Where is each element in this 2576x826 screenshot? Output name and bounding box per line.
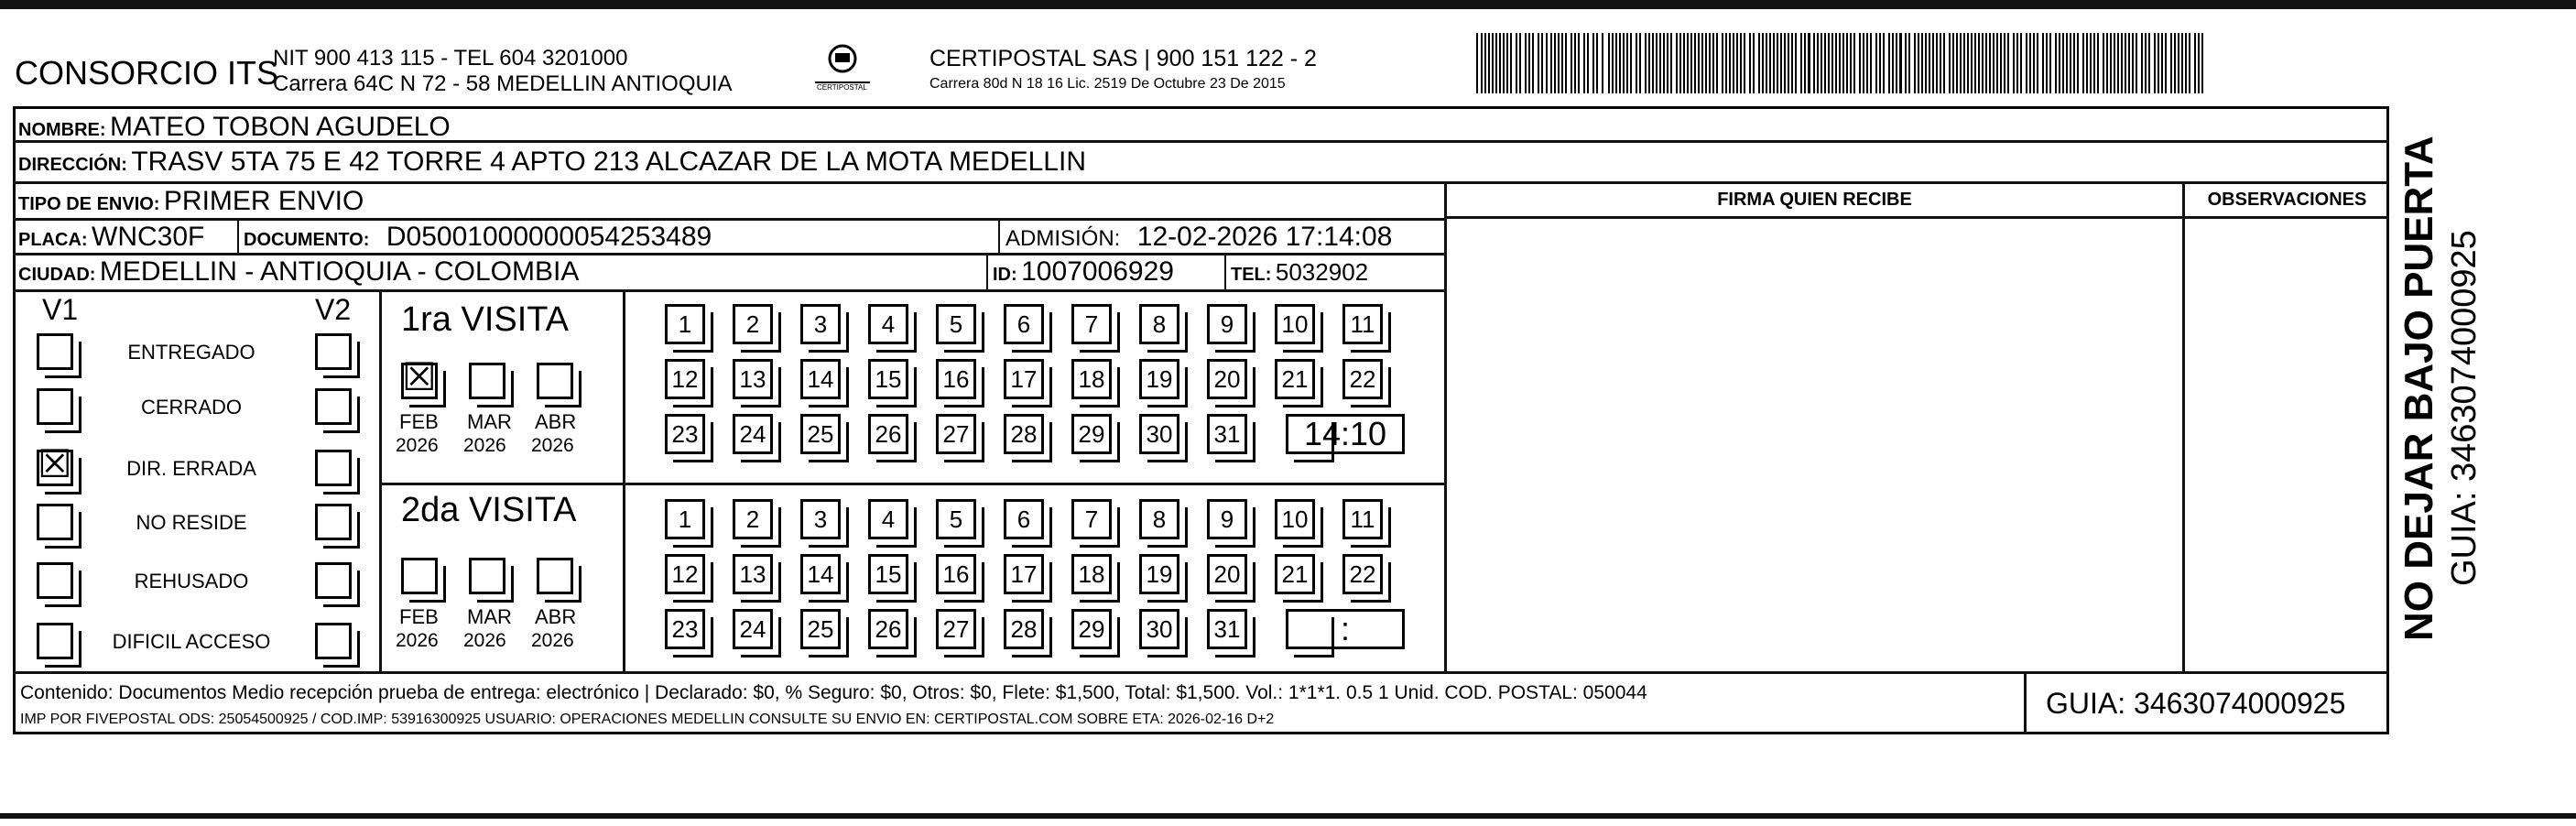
visit1-day-box[interactable]: 26 [868,414,908,454]
visit1-month-year: 2026 [396,435,439,456]
nit-line: NIT 900 413 115 - TEL 604 3201000 [273,46,628,71]
visit2-day-box[interactable]: 13 [733,554,773,594]
tipo-value: PRIMER ENVIO [163,186,364,216]
status-label: DIR. ERRADA [126,457,256,480]
visit2-month-year: 2026 [396,630,439,651]
v2-label: V2 [315,293,352,326]
address-line: Carrera 64C N 72 - 58 MEDELLIN ANTIOQUIA [273,71,733,96]
side-no-dejar: NO DEJAR BAJO PUERTA [2397,136,2441,641]
visit2-day-box[interactable]: 4 [868,499,908,539]
visit1-day-box[interactable]: 28 [1004,414,1044,454]
vline-status [379,289,382,671]
hline-5 [13,289,1446,292]
visit2-day-box[interactable]: 29 [1071,609,1112,649]
visit1-title: 1ra VISITA [401,300,570,339]
ciudad-value: MEDELLIN - ANTIOQUIA - COLOMBIA [99,256,580,287]
visit1-month-year: 2026 [463,435,506,456]
visit1-month-checkbox[interactable] [469,363,505,399]
status-v2-checkbox[interactable] [315,333,352,370]
visit2-month-checkbox[interactable] [537,558,573,594]
certipostal-line2: Carrera 80d N 18 16 Lic. 2519 De Octubre 23 De 2015 [929,76,1286,92]
visit1-day-box[interactable]: 10 [1275,304,1315,344]
status-v2-checkbox[interactable] [315,623,352,659]
side-guia: GUIA: 3463074000925 [2445,230,2484,586]
hline-3b [1446,216,2389,219]
status-v1-checkbox[interactable] [37,388,73,425]
visit2-day-box[interactable]: 2 [733,499,773,539]
observaciones-header: OBSERVACIONES [2207,190,2367,210]
company-name: CONSORCIO ITS [15,54,279,92]
footer-line2: IMP POR FIVEPOSTAL ODS: 25054500925 / COD.IMP: 53916300925 USUARIO: OPERACIONES MEDELLIN CONSULTE SU ENVIO EN: CERTIPOSTAL.COM SOBRE ETA: 2026-02-16 D+2 [20,712,1275,727]
firma-header: FIRMA QUIEN RECIBE [1717,190,1912,210]
visit1-day-box[interactable]: 4 [868,304,908,344]
tipo-label: TIPO DE ENVIO: [18,194,160,214]
tel-value: 5032902 [1275,258,1369,286]
visit1-day-box[interactable]: 30 [1139,414,1179,454]
visit2-day-box[interactable]: 25 [800,609,841,649]
visit1-day-box[interactable]: 25 [800,414,841,454]
admision-value: 12-02-2026 17:14:08 [1136,222,1393,252]
visit1-day-box[interactable]: 1 [665,304,705,344]
visit2-day-box[interactable]: 11 [1342,499,1383,539]
status-v1-checkbox[interactable] [37,441,73,486]
placa-value: WNC30F [92,222,205,252]
vline-placa [237,218,239,255]
vline-months [623,289,625,671]
ciudad-label: CIUDAD: [18,265,96,285]
visit1-day-box[interactable]: 11 [1342,304,1383,344]
status-label: CERRADO [140,396,242,418]
visit1-day-box[interactable]: 3 [800,304,841,344]
visit1-day-box[interactable]: 17 [1004,359,1044,399]
visit2-day-box[interactable]: 31 [1207,609,1247,649]
visit1-day-box[interactable]: 13 [733,359,773,399]
barcode-icon [1476,33,2209,93]
visit2-day-box[interactable]: 18 [1071,554,1112,594]
id-label: ID: [993,265,1017,285]
visit2-day-box[interactable]: 15 [868,554,908,594]
visit2-day-box[interactable]: 26 [868,609,908,649]
direccion-label: DIRECCIÓN: [18,155,127,175]
visit1-month-checkbox[interactable] [537,363,573,399]
visit1-day-box[interactable]: 5 [936,304,976,344]
visit2-day-box[interactable]: 23 [665,609,705,649]
status-label: REHUSADO [134,570,249,592]
documento-label: DOCUMENTO: [244,230,370,250]
footer-line1: Contenido: Documentos Medio recepción prueba de entrega: electrónico | Declarado: $0, % Seguro: $0, Otros: $0, Flete: $1,500, Total: $1,500. Vol.: 1*1*1. 0.5 1 Unid. COD. POSTAL: 050044 [20,682,1647,703]
visit1-day-box[interactable]: 31 [1207,414,1247,454]
visit1-time-box[interactable]: 14:10 [1286,414,1405,454]
id-value: 1007006929 [1021,256,1174,287]
visit2-day-box[interactable]: 14 [800,554,841,594]
placa-label: PLACA: [18,230,88,250]
check-mark: ☒ [402,354,437,399]
status-v2-checkbox[interactable] [315,504,352,540]
status-v1-checkbox[interactable] [37,333,73,370]
visit2-time-box[interactable]: : [1286,609,1405,649]
hline-6 [379,483,1446,485]
visit2-month-year: 2026 [463,630,506,651]
visit2-day-box[interactable]: 27 [936,609,976,649]
hline-footer [13,671,2389,674]
visit2-day-box[interactable]: 28 [1004,609,1044,649]
vline-firma [1444,181,1447,671]
status-v2-checkbox[interactable] [315,388,352,425]
vline-admision [998,218,1000,255]
visit2-month-year: 2026 [531,630,574,651]
admision-label: ADMISIÓN: [1005,226,1121,251]
visit1-day-box[interactable]: 24 [733,414,773,454]
visit2-title: 2da VISITA [401,491,577,529]
visit2-day-box[interactable]: 20 [1207,554,1247,594]
visit2-day-box[interactable]: 9 [1207,499,1247,539]
documento-value: D05001000000054253489 [386,222,712,252]
footer-guia: GUIA: 3463074000925 [2046,687,2346,720]
visit1-month-name: ABR [535,410,577,433]
certipostal-line1: CERTIPOSTAL SAS | 900 151 122 - 2 [929,46,1317,71]
visit2-day-box[interactable]: 5 [936,499,976,539]
status-label: ENTREGADO [127,341,255,364]
status-v1-checkbox[interactable] [37,562,73,599]
visit1-day-box[interactable]: 14 [800,359,841,399]
visit1-day-box[interactable]: 15 [868,359,908,399]
visit1-day-box[interactable]: 22 [1342,359,1383,399]
visit2-day-box[interactable]: 30 [1139,609,1179,649]
visit2-month-name: FEB [399,605,439,628]
top-border [0,0,2576,9]
nombre-label: NOMBRE: [18,120,106,140]
visit2-day-box[interactable]: 21 [1275,554,1315,594]
hline-3 [13,218,1446,221]
vline-guia [2024,671,2027,734]
vline-obs [2182,181,2185,671]
visit1-day-box[interactable]: 29 [1071,414,1112,454]
visit1-day-box[interactable]: 9 [1207,304,1247,344]
check-mark: ☒ [38,441,72,486]
logo-text: CERTIPOSTAL [817,83,867,92]
visit2-month-name: ABR [535,605,577,628]
visit2-day-box[interactable]: 17 [1004,554,1044,594]
tel-label: TEL: [1231,265,1272,285]
hline-2 [13,181,2389,184]
visit2-month-checkbox[interactable] [401,558,438,594]
visit1-day-box[interactable]: 12 [665,359,705,399]
direccion-value: TRASV 5TA 75 E 42 TORRE 4 APTO 213 ALCAZAR DE LA MOTA MEDELLIN [131,147,1086,177]
visit1-day-box[interactable]: 8 [1139,304,1179,344]
visit1-day-box[interactable]: 23 [665,414,705,454]
visit2-day-box[interactable]: 24 [733,609,773,649]
status-label: NO RESIDE [136,511,247,534]
status-v2-checkbox[interactable] [315,450,352,486]
status-v1-checkbox[interactable] [37,504,73,540]
visit2-day-box[interactable]: 10 [1275,499,1315,539]
visit1-month-year: 2026 [531,435,574,456]
visit2-day-box[interactable]: 19 [1139,554,1179,594]
visit2-day-box[interactable]: 22 [1342,554,1383,594]
visit1-day-box[interactable]: 27 [936,414,976,454]
bottom-border [0,813,2576,819]
certipostal-logo-icon [806,42,879,97]
visit1-day-box[interactable]: 19 [1139,359,1179,399]
status-v2-checkbox[interactable] [315,562,352,599]
visit1-day-box[interactable]: 2 [733,304,773,344]
visit2-month-name: MAR [467,605,512,628]
visit2-day-box[interactable]: 8 [1139,499,1179,539]
visit1-day-box[interactable]: 21 [1275,359,1315,399]
visit1-month-name: FEB [399,410,439,433]
vline-tel [1224,253,1226,289]
v1-label: V1 [42,293,79,326]
visit2-day-box[interactable]: 1 [665,499,705,539]
visit2-day-box[interactable]: 6 [1004,499,1044,539]
nombre-value: MATEO TOBON AGUDELO [110,112,451,142]
visit1-day-box[interactable]: 6 [1004,304,1044,344]
status-v1-checkbox[interactable] [37,623,73,659]
visit2-day-box[interactable]: 16 [936,554,976,594]
visit2-month-checkbox[interactable] [469,558,505,594]
visit1-month-checkbox[interactable] [401,354,438,399]
visit2-day-box[interactable]: 7 [1071,499,1112,539]
visit1-day-box[interactable]: 16 [936,359,976,399]
hline-4 [13,253,1446,255]
visit1-month-name: MAR [467,410,512,433]
vline-id [986,253,988,289]
status-label: DIFICIL ACCESO [112,630,271,653]
visit2-day-box[interactable]: 3 [800,499,841,539]
visit2-day-box[interactable]: 12 [665,554,705,594]
visit1-day-box[interactable]: 20 [1207,359,1247,399]
visit1-day-box[interactable]: 18 [1071,359,1112,399]
visit1-day-box[interactable]: 7 [1071,304,1112,344]
